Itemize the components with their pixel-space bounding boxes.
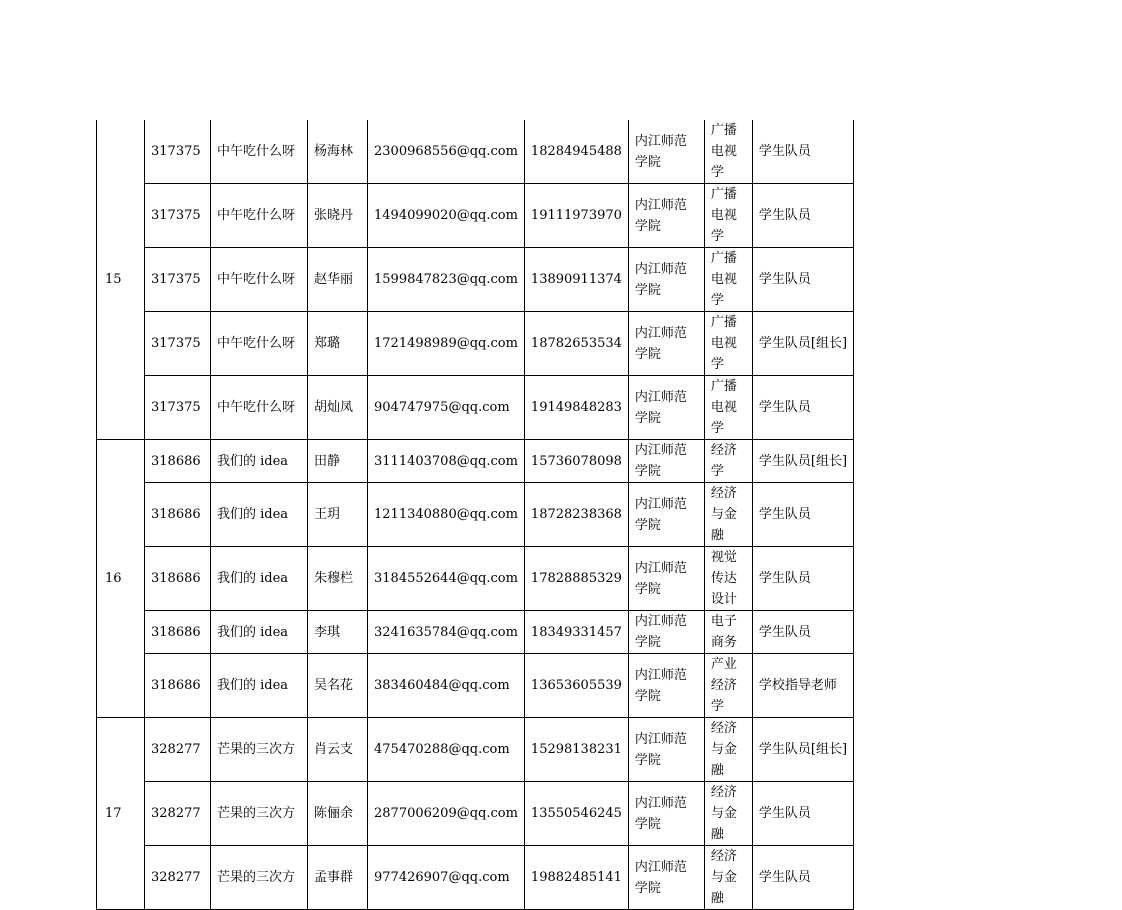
team-name-cell: 中午吃什么呀	[211, 120, 308, 184]
phone-cell: 15298138231	[524, 718, 628, 782]
phone-cell: 19149848283	[524, 376, 628, 440]
role-cell: 学生队员	[752, 547, 853, 611]
phone-cell: 17828885329	[524, 547, 628, 611]
team-id-cell: 318686	[145, 654, 211, 718]
email-cell: 2300968556@qq.com	[368, 120, 525, 184]
table-row	[97, 718, 854, 782]
team-name-cell: 中午吃什么呀	[211, 248, 308, 312]
role-cell: 学生队员	[752, 120, 853, 184]
member-name-cell: 赵华丽	[308, 248, 368, 312]
major-cell: 经济与金融	[704, 782, 752, 846]
email-cell: 2877006209@qq.com	[368, 782, 525, 846]
team-name-cell: 我们的 idea	[211, 654, 308, 718]
phone-cell: 13550546245	[524, 782, 628, 846]
table-row	[97, 376, 854, 440]
school-cell: 内江师范学院	[628, 611, 704, 654]
major-cell: 经济与金融	[704, 483, 752, 547]
school-cell: 内江师范学院	[628, 782, 704, 846]
table-row	[97, 184, 854, 248]
team-name-cell: 中午吃什么呀	[211, 312, 308, 376]
table-row	[97, 547, 854, 611]
team-name-cell: 中午吃什么呀	[211, 184, 308, 248]
team-id-cell: 318686	[145, 483, 211, 547]
email-cell: 3241635784@qq.com	[368, 611, 525, 654]
registration-table	[96, 120, 854, 910]
email-cell: 1599847823@qq.com	[368, 248, 525, 312]
phone-cell: 19111973970	[524, 184, 628, 248]
member-name-cell: 王玥	[308, 483, 368, 547]
team-id-cell: 317375	[145, 184, 211, 248]
role-cell: 学生队员	[752, 483, 853, 547]
major-cell: 广播电视学	[704, 120, 752, 184]
major-cell: 产业经济学	[704, 654, 752, 718]
team-id-cell: 318686	[145, 611, 211, 654]
member-name-cell: 吴名花	[308, 654, 368, 718]
team-name-cell: 我们的 idea	[211, 547, 308, 611]
phone-cell: 18728238368	[524, 483, 628, 547]
email-cell: 3111403708@qq.com	[368, 440, 525, 483]
role-cell: 学生队员	[752, 846, 853, 910]
team-name-cell: 我们的 idea	[211, 483, 308, 547]
role-cell: 学生队员	[752, 376, 853, 440]
table-row	[97, 440, 854, 483]
team-name-cell: 芒果的三次方	[211, 782, 308, 846]
table-row	[97, 120, 854, 184]
member-name-cell: 郑璐	[308, 312, 368, 376]
group-number-cell: 15	[97, 120, 145, 440]
school-cell: 内江师范学院	[628, 312, 704, 376]
school-cell: 内江师范学院	[628, 376, 704, 440]
phone-cell: 18349331457	[524, 611, 628, 654]
table-row	[97, 611, 854, 654]
member-name-cell: 肖云支	[308, 718, 368, 782]
group-number-cell: 16	[97, 440, 145, 718]
email-cell: 1211340880@qq.com	[368, 483, 525, 547]
major-cell: 经济与金融	[704, 718, 752, 782]
team-id-cell: 328277	[145, 718, 211, 782]
school-cell: 内江师范学院	[628, 440, 704, 483]
major-cell: 广播电视学	[704, 248, 752, 312]
table-body	[97, 120, 854, 910]
table-row	[97, 654, 854, 718]
member-name-cell: 胡灿凤	[308, 376, 368, 440]
team-id-cell: 318686	[145, 440, 211, 483]
email-cell: 383460484@qq.com	[368, 654, 525, 718]
team-id-cell: 328277	[145, 782, 211, 846]
school-cell: 内江师范学院	[628, 483, 704, 547]
member-name-cell: 陈俪余	[308, 782, 368, 846]
school-cell: 内江师范学院	[628, 718, 704, 782]
school-cell: 内江师范学院	[628, 846, 704, 910]
role-cell: 学生队员	[752, 184, 853, 248]
school-cell: 内江师范学院	[628, 654, 704, 718]
team-name-cell: 我们的 idea	[211, 611, 308, 654]
team-id-cell: 328277	[145, 846, 211, 910]
school-cell: 内江师范学院	[628, 547, 704, 611]
role-cell: 学校指导老师	[752, 654, 853, 718]
team-id-cell: 318686	[145, 547, 211, 611]
phone-cell: 15736078098	[524, 440, 628, 483]
major-cell: 视觉传达设计	[704, 547, 752, 611]
member-name-cell: 张晓丹	[308, 184, 368, 248]
role-cell: 学生队员	[752, 782, 853, 846]
phone-cell: 13653605539	[524, 654, 628, 718]
member-name-cell: 田静	[308, 440, 368, 483]
team-name-cell: 中午吃什么呀	[211, 376, 308, 440]
major-cell: 经济与金融	[704, 846, 752, 910]
school-cell: 内江师范学院	[628, 120, 704, 184]
role-cell: 学生队员[组长]	[752, 312, 853, 376]
email-cell: 904747975@qq.com	[368, 376, 525, 440]
phone-cell: 19882485141	[524, 846, 628, 910]
table-row	[97, 782, 854, 846]
school-cell: 内江师范学院	[628, 248, 704, 312]
email-cell: 1494099020@qq.com	[368, 184, 525, 248]
member-name-cell: 孟事群	[308, 846, 368, 910]
role-cell: 学生队员[组长]	[752, 440, 853, 483]
table-row	[97, 483, 854, 547]
role-cell: 学生队员	[752, 611, 853, 654]
major-cell: 广播电视学	[704, 376, 752, 440]
table-row	[97, 312, 854, 376]
major-cell: 广播电视学	[704, 312, 752, 376]
role-cell: 学生队员[组长]	[752, 718, 853, 782]
member-name-cell: 杨海林	[308, 120, 368, 184]
team-id-cell: 317375	[145, 120, 211, 184]
major-cell: 广播电视学	[704, 184, 752, 248]
major-cell: 经济学	[704, 440, 752, 483]
email-cell: 3184552644@qq.com	[368, 547, 525, 611]
group-number-cell: 17	[97, 718, 145, 910]
team-name-cell: 我们的 idea	[211, 440, 308, 483]
team-name-cell: 芒果的三次方	[211, 718, 308, 782]
team-id-cell: 317375	[145, 312, 211, 376]
team-id-cell: 317375	[145, 248, 211, 312]
phone-cell: 18284945488	[524, 120, 628, 184]
email-cell: 1721498989@qq.com	[368, 312, 525, 376]
major-cell: 电子商务	[704, 611, 752, 654]
school-cell: 内江师范学院	[628, 184, 704, 248]
phone-cell: 18782653534	[524, 312, 628, 376]
member-name-cell: 朱穆栏	[308, 547, 368, 611]
member-name-cell: 李琪	[308, 611, 368, 654]
team-name-cell: 芒果的三次方	[211, 846, 308, 910]
email-cell: 475470288@qq.com	[368, 718, 525, 782]
team-id-cell: 317375	[145, 376, 211, 440]
phone-cell: 13890911374	[524, 248, 628, 312]
email-cell: 977426907@qq.com	[368, 846, 525, 910]
table-row	[97, 846, 854, 910]
table-row	[97, 248, 854, 312]
role-cell: 学生队员	[752, 248, 853, 312]
